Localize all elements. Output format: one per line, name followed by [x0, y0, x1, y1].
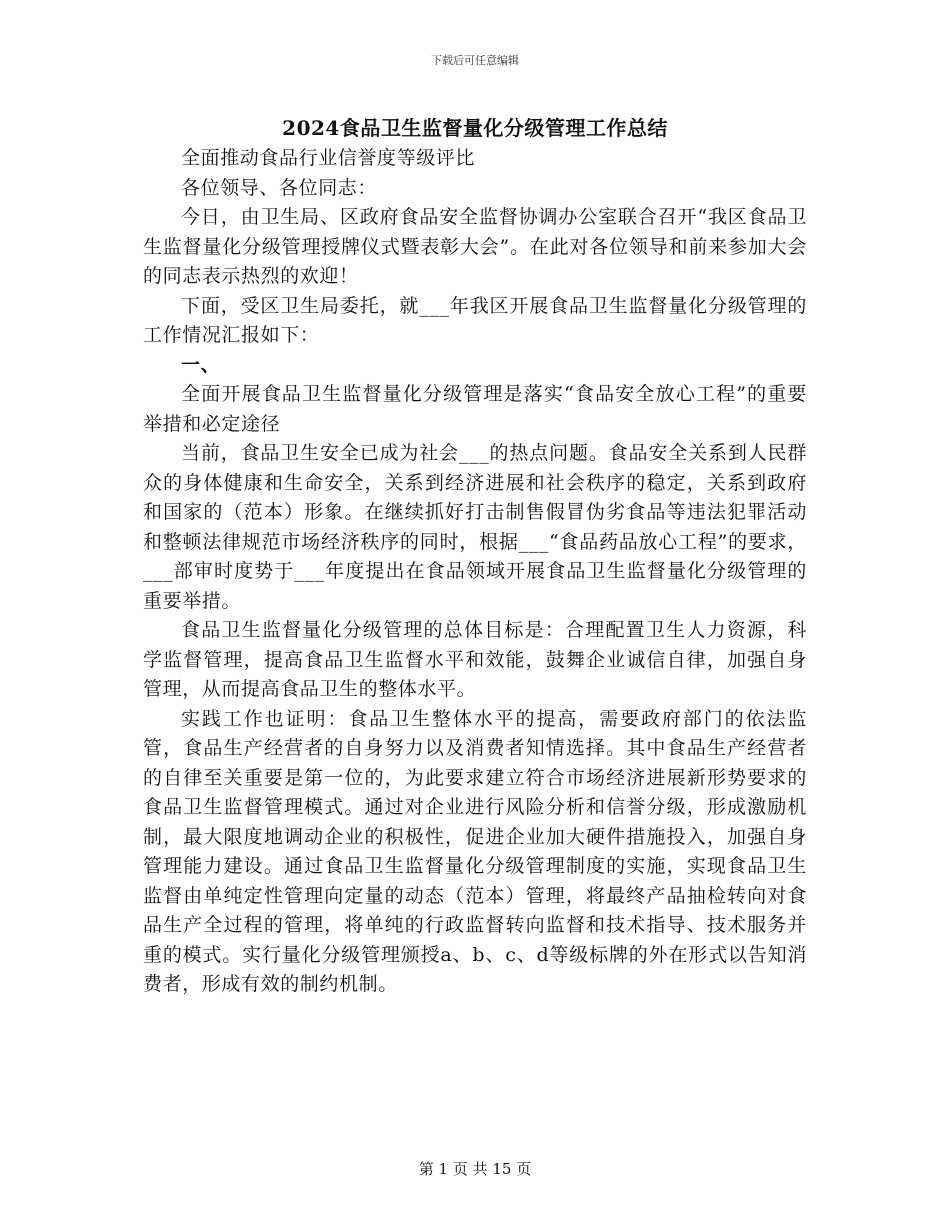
paragraph: 食品卫生监督量化分级管理的总体目标是：合理配置卫生人力资源，科学监督管理，提高食品卫生监督水平和效能，鼓舞企业诚信自律，加强自身管理，从而提高食品卫生的整体水平。: [143, 619, 807, 700]
paragraph-salutation: 各位领导、各位同志：: [181, 176, 378, 199]
paragraph: 实践工作也证明：食品卫生整体水平的提高，需要政府部门的依法监管，食品生产经营者的自身努力以及消费者知情选择。其中食品生产经营者的自律至关重要是第一位的，为此要求建立符合市场经济进展新形势要求的食品卫生监督管理模式。通过对企业进行风险分析和信誉分级，形成激励机制，最大限度地调动企业的积极性，促进企业加大硬件措施投入，加强自身管理能力建设。通过食品卫生监督量化分级管理制度的实施，实现食品卫生监督由单纯定性管理向定量的动态（范本）管理，将最终产品抽检转向对食品生产全过程的管理，将单纯的行政监督转向监督和技术指导、技术服务并重的模式。实行量化分级管理颁授a、b、c、d等级标牌的外在形式以告知消费者，形成有效的制约机制。: [143, 707, 807, 995]
paragraph: 今日，由卫生局、区政府食品安全监督协调办公室联合召开“我区食品卫生监督量化分级管理授牌仪式暨表彰大会”。在此对各位领导和前来参加大会的同志表示热烈的欢迎！: [143, 206, 807, 287]
document-body: [143, 144, 807, 1000]
header-note: 下载后可任意编辑: [431, 54, 519, 67]
page-footer: 第 1 页 共 15 页: [418, 1160, 532, 1178]
section-heading: 一、: [181, 353, 221, 376]
paragraph: 全面开展食品卫生监督量化分级管理是落实“食品安全放心工程”的重要举措和必定途径: [143, 383, 807, 435]
paragraph-subtitle: 全面推动食品行业信誉度等级评比: [181, 147, 476, 169]
paragraph: 下面，受区卫生局委托，就___年我区开展食品卫生监督量化分级管理的工作情况汇报如下：: [143, 294, 807, 346]
document-title: 2024食品卫生监督量化分级管理工作总结: [282, 116, 668, 140]
paragraph: 当前，食品卫生安全已成为社会___的热点问题。食品安全关系到人民群众的身体健康和生命安全，关系到经济进展和社会秩序的稳定，关系到政府和国家的（范本）形象。在继续抓好打击制售假冒伪劣食品等违法犯罪活动和整顿法律规范市场经济秩序的同时，根据___“食品药品放心工程”的要求，___部审时度势于___年度提出在食品领域开展食品卫生监督量化分级管理的重要举措。: [143, 442, 807, 612]
